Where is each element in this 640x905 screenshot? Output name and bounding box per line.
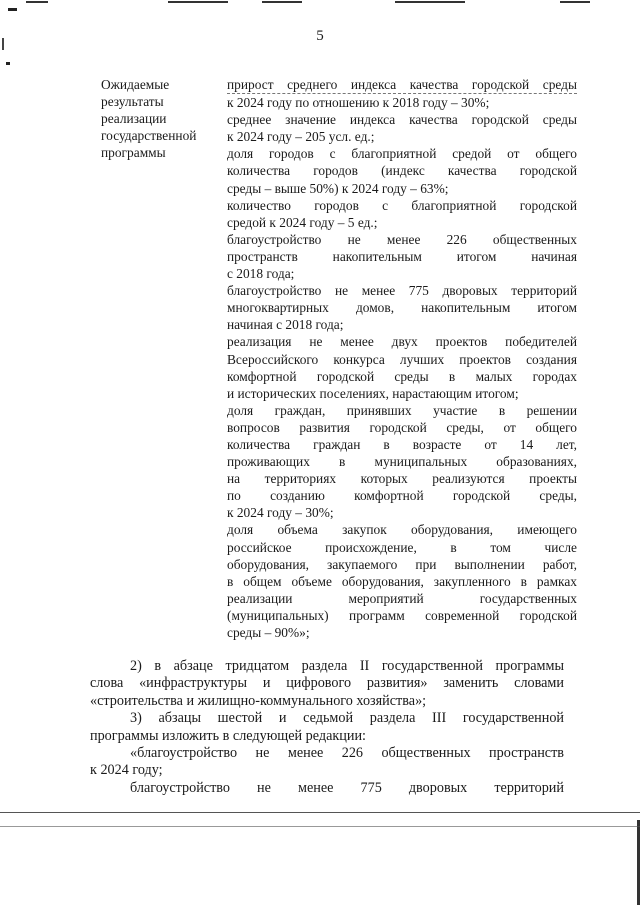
value-line: количества городов (индекс качества городской [227, 163, 577, 179]
value-line: оборудования, закупаемого при выполнении работ, [227, 556, 577, 572]
value-line: комфортной городской среды в малых городах [227, 368, 577, 384]
value-line: вопросов развития городской среды, от общего [227, 419, 577, 435]
body-line: слова «инфраструктуры и цифрового развития» заменить словами [90, 675, 564, 692]
body-line: 2) в абзаце тридцатом раздела II государственной программы [130, 658, 564, 674]
value-line: многоквартирных домов, накопительным итогом [227, 300, 577, 316]
value-line: российское происхождение, в том числе [227, 539, 577, 555]
label-line: реализации [101, 111, 167, 126]
value-line: реализации мероприятий государственных [227, 590, 577, 606]
scan-artifact [262, 1, 302, 3]
value-line: среднее значение индекса качества городской среды [227, 112, 577, 128]
table-label-cell [101, 76, 219, 161]
value-line: доля объема закупок оборудования, имеющего [227, 522, 577, 538]
body-line: программы изложить в следующей редакции: [90, 727, 366, 744]
value-line: реализация не менее двух проектов победителей [227, 334, 577, 350]
value-line: (муниципальных) программ современной городской [227, 607, 577, 623]
scan-artifact [0, 812, 640, 813]
table-value-cell [227, 76, 577, 641]
page-number: 5 [316, 28, 324, 44]
label-line: государственной [101, 128, 197, 143]
scan-artifact [26, 1, 48, 3]
value-line: количества граждан в возрасте от 14 лет, [227, 436, 577, 452]
value-line: пространств накопительным итогом начиная [227, 248, 577, 264]
scan-artifact [168, 1, 228, 3]
value-line: к 2024 году по отношению к 2018 году – 30%; [227, 95, 490, 111]
value-line: среды – выше 50%) к 2024 году – 63%; [227, 180, 449, 196]
scan-artifact [395, 1, 465, 3]
scan-artifact [0, 826, 640, 827]
value-line: благоустройство не менее 226 общественных [227, 231, 577, 247]
body-text [90, 658, 564, 797]
value-line: среды – 90%»; [227, 625, 310, 640]
value-line: в общем объеме оборудования, закупленного в рамках [227, 573, 577, 589]
value-line: и исторических поселениях, нарастающим итогом; [227, 385, 519, 401]
value-line: доля граждан, принявших участие в решении [227, 402, 577, 418]
value-line: к 2024 году – 30%; [227, 505, 334, 521]
value-line: количество городов с благоприятной городской [227, 197, 577, 213]
value-line: доля городов с благоприятной средой от общего [227, 146, 577, 162]
scan-artifact [6, 62, 10, 65]
scan-artifact [8, 8, 17, 11]
value-line: по созданию комфортной городской среды, [227, 488, 577, 504]
body-line: «благоустройство не менее 226 общественных пространств [130, 744, 564, 761]
body-line: 3) абзацы шестой и седьмой раздела III государственной [130, 710, 564, 727]
value-line: начиная с 2018 года; [227, 317, 344, 333]
value-line: Всероссийского конкурса лучших проектов создания [227, 351, 577, 367]
body-line: к 2024 году; [90, 762, 163, 779]
body-line: «строительства и жилищно-коммунального хозяйства»; [90, 692, 427, 709]
scan-artifact [560, 1, 590, 3]
value-line: проживающих в муниципальных образованиях, [227, 454, 577, 470]
label-line: Ожидаемые [101, 77, 170, 92]
value-line: благоустройство не менее 775 дворовых территорий [227, 283, 577, 299]
value-line: на территориях которых реализуются проекты [227, 471, 577, 487]
label-line: результаты [101, 94, 164, 109]
value-line: с 2018 года; [227, 266, 295, 282]
label-line: программы [101, 145, 166, 160]
body-line: благоустройство не менее 775 дворовых территорий [130, 779, 564, 796]
value-line: к 2024 году – 205 усл. ед.; [227, 129, 375, 145]
value-line: прирост среднего индекса качества городской среды [227, 76, 577, 94]
value-line: средой к 2024 году – 5 ед.; [227, 214, 378, 230]
